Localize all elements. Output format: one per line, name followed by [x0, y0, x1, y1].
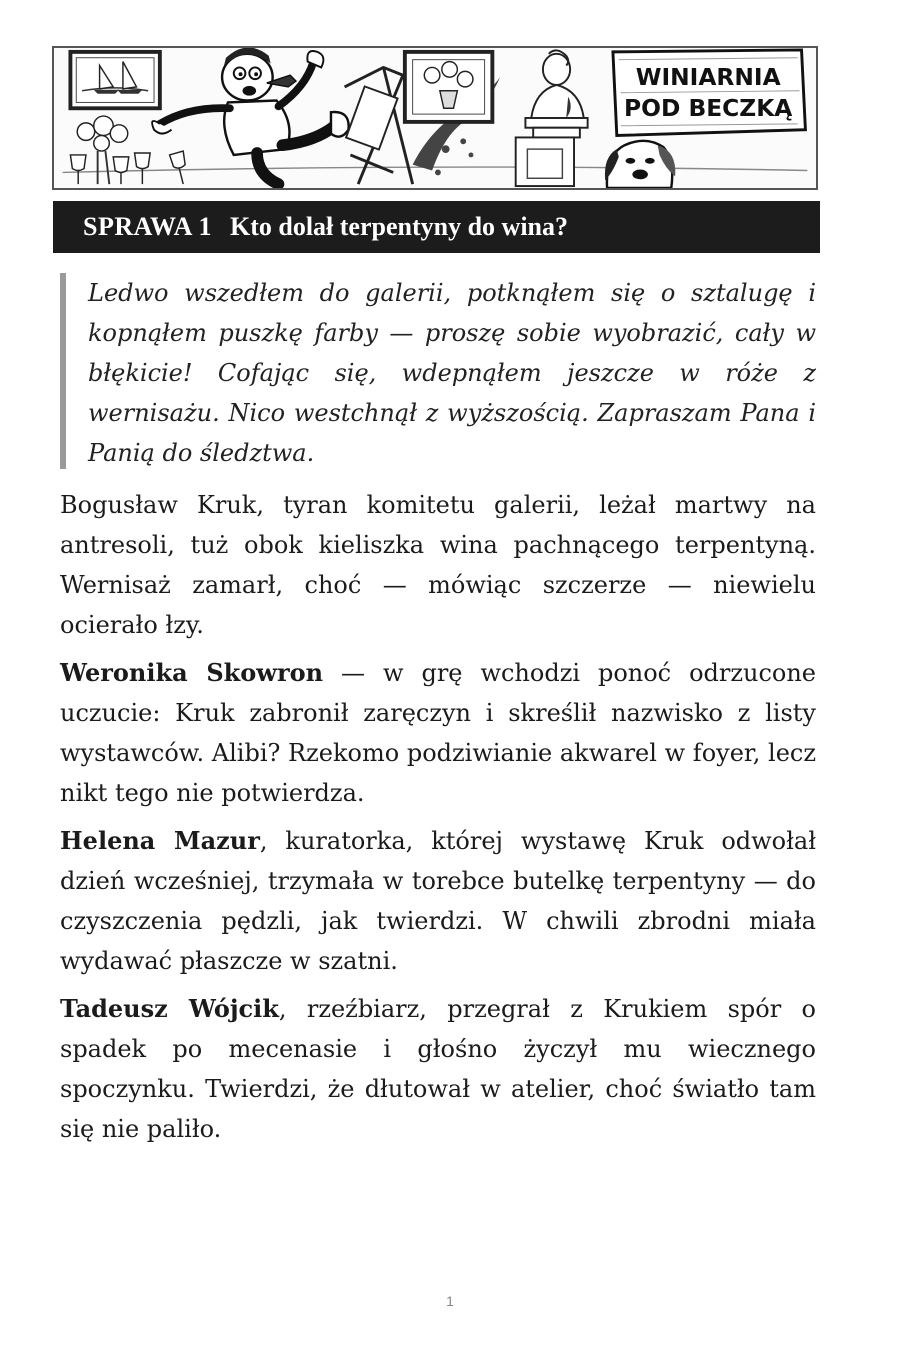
paragraph-victim: Bogusław Kruk, tyran komitetu galerii, leżał martwy na antresoli, tuż obok kieliszka wina pachnącego terpentyną. Wernisaż zamarł, choć — mówiąc szczerze — niewielu ocierało łzy.: [60, 491, 816, 639]
gallery-scene-illustration: [54, 48, 816, 188]
story-body: [60, 485, 816, 1157]
page-number: 1: [446, 1293, 454, 1309]
suspect-name: Helena Mazur: [60, 826, 260, 855]
suspect-description: , kuratorka, której wystawę Kruk odwołał dzień wcześniej, trzymała w torebce butelkę terpentyny — do czyszczenia pędzli, jak twierdzi. W chwili zbrodni miała wydawać płaszcze w szatni.: [60, 827, 816, 975]
suspect-name: Tadeusz Wójcik: [60, 994, 279, 1023]
sailboat-painting: [70, 52, 159, 108]
intro-text: Ledwo wszedłem do galerii, potknąłem się o sztalugę i kopnąłem puszkę farby — proszę sobie wyobrazić, cały w błękicie! Cofając się, wdepnąłem jeszcze w róże z wernisażu. Nico westchnął z wyższością. Zapraszam Pana i Panią do śledztwa.: [88, 279, 816, 467]
wine-bar-sign: [613, 50, 806, 136]
case-header: [53, 201, 820, 253]
floral-painting: [405, 52, 493, 122]
paragraph-suspect-1: [60, 653, 816, 813]
suspect-name: Weronika Skowron: [60, 658, 324, 687]
case-title: Kto dolał terpentyny do wina?: [229, 212, 569, 241]
case-number: SPRAWA 1: [83, 212, 212, 241]
suspect-description: — w grę wchodzi ponoć odrzucone uczucie: Kruk zabronił zaręczyn i skreślił nazwisko z listy wystawców. Alibi? Rzekomo podziwianie akwarel w foyer, lecz nikt tego nie potwierdza.: [60, 659, 817, 807]
paragraph-suspect-2: [60, 821, 816, 981]
sign-line-1: WINIARNIA: [635, 62, 781, 91]
header-illustration: [52, 46, 818, 190]
sign-line-2: POD BECZKĄ: [624, 94, 793, 123]
paragraph-suspect-3: [60, 989, 816, 1149]
suspect-description: , rzeźbiarz, przegrał z Krukiem spór o spadek po mecenasie i głośno życzył mu wiecznego spoczynku. Twierdzi, że dłutował w atelier, choć światło tam się nie paliło.: [60, 995, 816, 1143]
intro-quote: [60, 273, 816, 469]
